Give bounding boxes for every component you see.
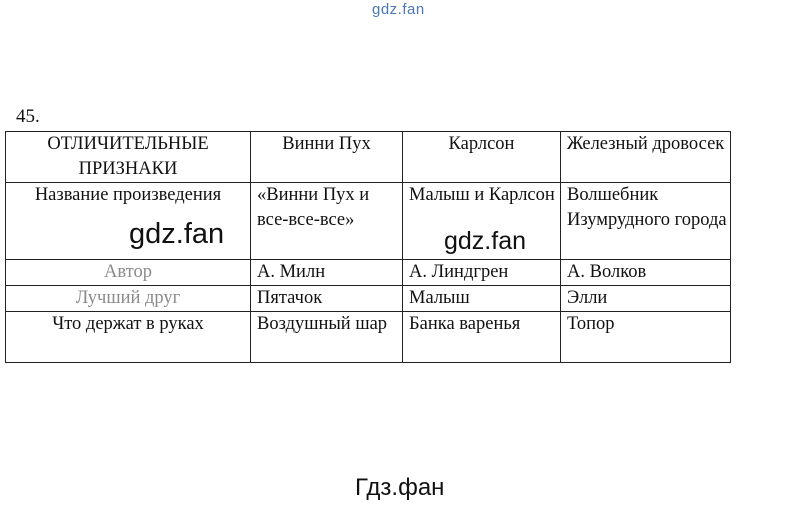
table-cell: А. Милн bbox=[251, 260, 403, 286]
table-header-row bbox=[6, 132, 731, 183]
row-label-best-friend: Лучший друг bbox=[6, 286, 251, 312]
row-label-title: Название произведения bbox=[6, 183, 251, 260]
table-row bbox=[6, 312, 731, 363]
watermark-middle-left: gdz.fan bbox=[129, 218, 225, 250]
table-row bbox=[6, 286, 731, 312]
table-cell: Пятачок bbox=[251, 286, 403, 312]
table-cell: А. Волков bbox=[561, 260, 731, 286]
table-cell: «Винни Пух и все-все-все» bbox=[251, 183, 403, 260]
row-label-holding: Что держат в руках bbox=[6, 312, 251, 363]
watermark-middle-right: gdz.fan bbox=[444, 227, 527, 255]
table-cell: Малыш bbox=[403, 286, 561, 312]
table-cell: Элли bbox=[561, 286, 731, 312]
row-label-author: Автор bbox=[6, 260, 251, 286]
table-cell: Воздушный шар bbox=[251, 312, 403, 363]
header-cell-winnie: Винни Пух bbox=[251, 132, 403, 183]
table-cell: А. Линдгрен bbox=[403, 260, 561, 286]
table-row bbox=[6, 183, 731, 260]
header-cell-karlsson: Карлсон bbox=[403, 132, 561, 183]
table-cell: Малыш и Карлсон bbox=[403, 183, 561, 260]
header-cell-tin-woodman: Железный дровосек bbox=[561, 132, 731, 183]
header-cell-features: ОТЛИЧИТЕЛЬНЫЕ ПРИЗНАКИ bbox=[6, 132, 251, 183]
watermark-bottom: Гдз.фан bbox=[355, 474, 445, 501]
watermark-top: gdz.fan bbox=[372, 1, 425, 18]
table-cell: Топор bbox=[561, 312, 731, 363]
table-row bbox=[6, 260, 731, 286]
comparison-table bbox=[5, 131, 731, 363]
exercise-number: 45. bbox=[16, 106, 40, 127]
table-cell: Волшебник Изумрудного города bbox=[561, 183, 731, 260]
table-cell: Банка варенья bbox=[403, 312, 561, 363]
